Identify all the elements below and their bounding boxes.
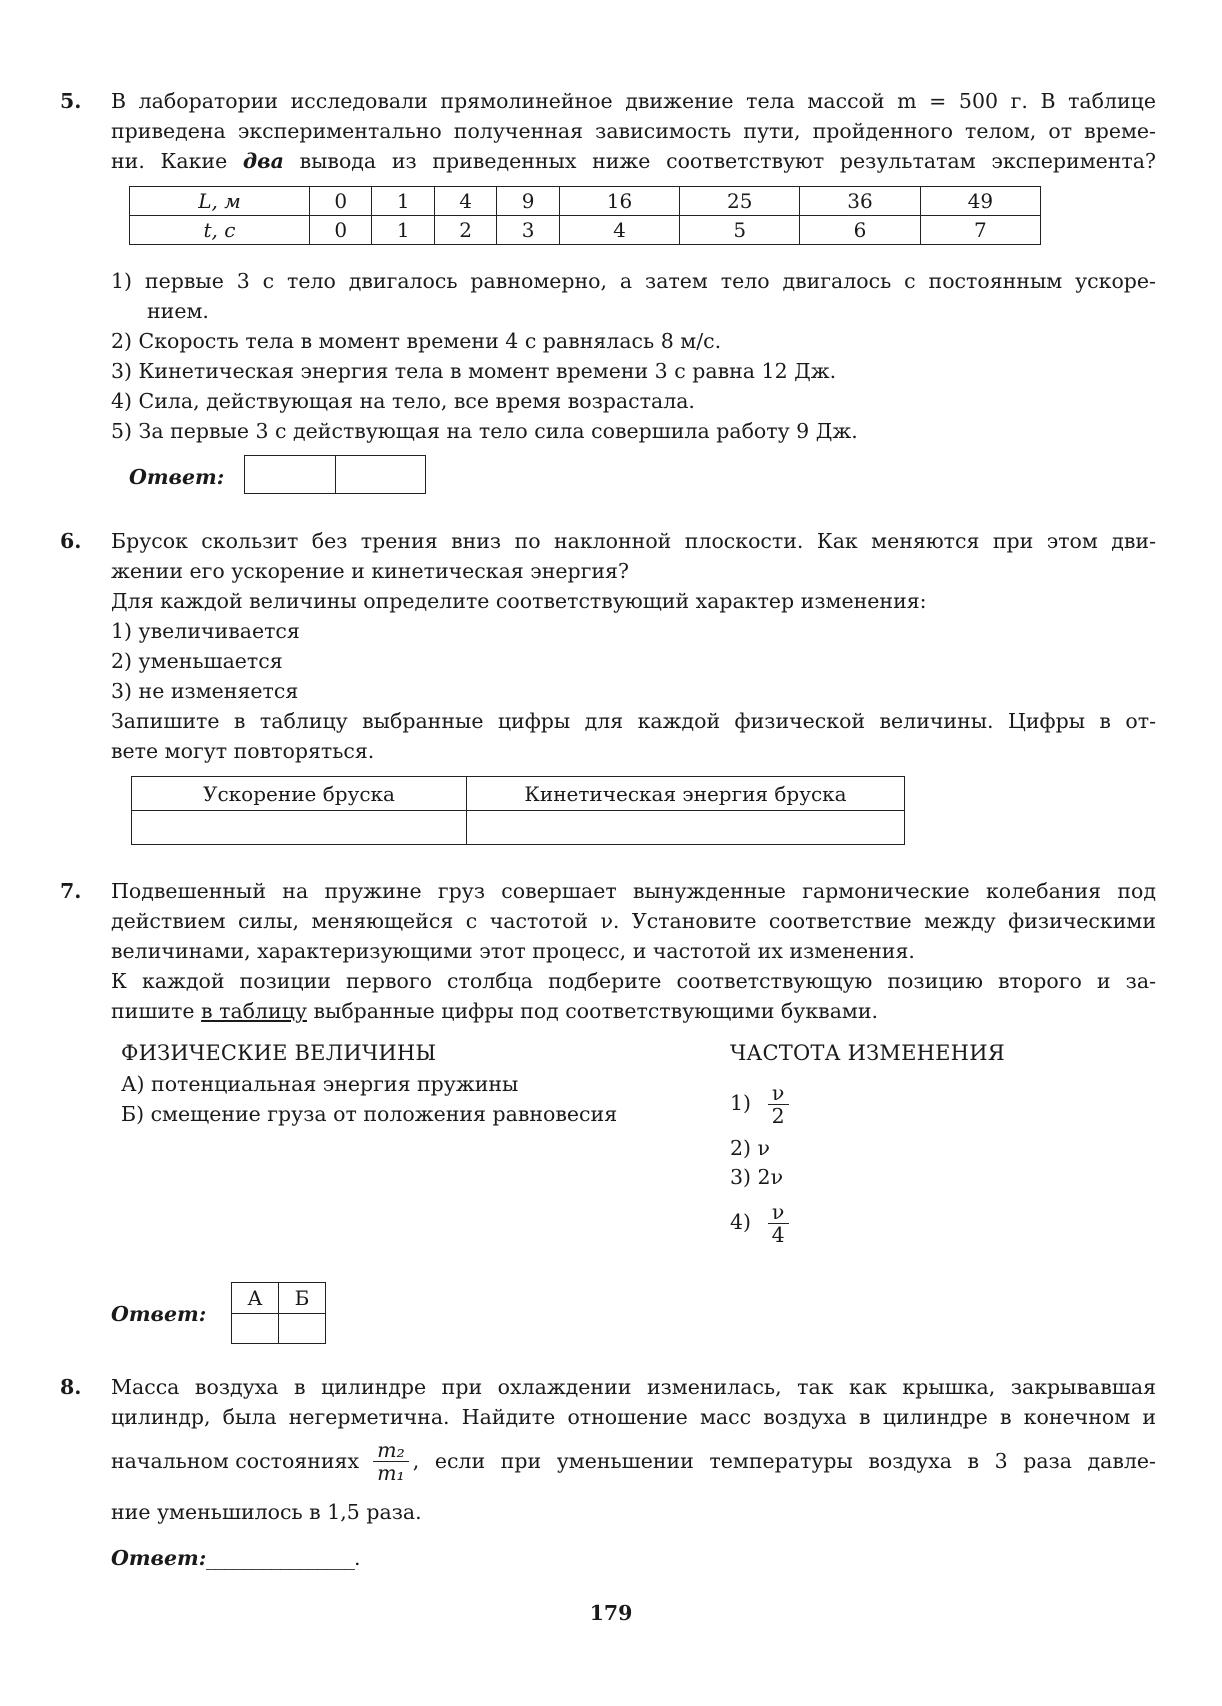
task5-data-table: [129, 186, 1041, 245]
option-label: 1): [730, 1091, 752, 1115]
task6-number: 6.: [60, 529, 82, 553]
table-header-cell: А: [232, 1283, 279, 1314]
task8-line: Масса воздуха в цилиндре при охлаждении изменилась, так как крышка, закрывавшая: [111, 1375, 1156, 1399]
task6-line: Запишите в таблицу выбранные цифры для каждой физической величины. Цифры в от-: [111, 709, 1156, 733]
table-cell: 3: [497, 216, 559, 245]
task8-answer-label: Ответ:: [111, 1546, 207, 1570]
task5-line: В лаборатории исследовали прямолинейное движение тела массой m = 500 г. В таблице: [111, 89, 1156, 113]
task6-line: Для каждой величины определите соответствующий характер изменения:: [111, 589, 927, 613]
fraction-denominator: 2: [771, 1104, 785, 1128]
table-header-cell: Кинетическая энергия бруска: [467, 777, 905, 811]
task7-line: [111, 996, 1156, 1026]
task7-line: величинами, характеризующими этот процесс, и частотой их изменения.: [111, 939, 915, 963]
task5-line: [111, 146, 1156, 176]
task7-line: К каждой позиции первого столбца подберите соответствующую позицию второго и за-: [111, 969, 1156, 993]
task6-line: вете могут повторяться.: [111, 739, 375, 763]
fraction-denominator: m₁: [377, 1460, 405, 1485]
task6-answer-table: [131, 776, 905, 845]
task7-answer-table: [231, 1282, 326, 1344]
task7-answer-label: Ответ:: [111, 1302, 207, 1326]
table-header-cell: Ускорение бруска: [132, 777, 467, 811]
task7-right-option: 3) 2ν: [730, 1165, 784, 1189]
table-header-cell: Б: [279, 1283, 326, 1314]
mass-ratio-fraction: [373, 1439, 409, 1484]
task7-right-option: [730, 1195, 789, 1249]
task8-line3-end: , если при уменьшении температуры воздуха в 3 раза давле-: [412, 1449, 1156, 1473]
table-row: [232, 1283, 326, 1314]
task7-right-option: [730, 1076, 789, 1130]
answer-cell[interactable]: [232, 1314, 279, 1344]
task7-text: [111, 876, 1156, 1026]
table-cell: 1: [372, 216, 434, 245]
task7-line5-start: пишите: [111, 999, 202, 1023]
task7-line: действием силы, меняющейся с частотой ν. Установите соответствие между физическими: [111, 909, 1156, 933]
task7-left-item: Б) смещение груза от положения равновесия: [121, 1102, 618, 1126]
task5-option: 4) Сила, действующая на тело, все время возрастала.: [111, 389, 695, 413]
table-row: [132, 777, 905, 811]
fraction-numerator: ν: [768, 1082, 789, 1105]
task7-left-header: ФИЗИЧЕСКИЕ ВЕЛИЧИНЫ: [121, 1041, 437, 1065]
table-row: [130, 187, 1041, 216]
task5-option: 2) Скорость тела в момент времени 4 с равнялась 8 м/с.: [111, 329, 722, 353]
answer-box-divider: [335, 456, 336, 493]
table-row: [232, 1314, 326, 1344]
fraction: [768, 1082, 789, 1127]
task6-line: Брусок скользит без трения вниз по наклонной плоскости. Как меняются при этом дви-: [111, 529, 1156, 553]
task7-left-item: А) потенциальная энергия пружины: [121, 1072, 519, 1096]
table-cell: 25: [680, 187, 800, 216]
task5-answer-box[interactable]: [244, 455, 426, 494]
task5-answer-label: Ответ:: [129, 465, 225, 489]
table-row: [132, 811, 905, 845]
task7-right-header: ЧАСТОТА ИЗМЕНЕНИЯ: [730, 1041, 1005, 1065]
task6-text: [111, 526, 1156, 766]
task5-option: 3) Кинетическая энергия тела в момент времени 3 с равна 12 Дж.: [111, 359, 837, 383]
task8-line3-start: начальном состояниях: [111, 1449, 360, 1473]
table-cell: 6: [800, 216, 920, 245]
task5-text: [111, 86, 1156, 176]
task6-option: 3) не изменяется: [111, 679, 299, 703]
task5-options: [111, 266, 1156, 446]
task5-emphasis: два: [242, 149, 284, 173]
table-cell: 1: [372, 187, 434, 216]
task5-number: 5.: [60, 89, 82, 113]
task8-line: цилиндр, была негерметична. Найдите отношение масс воздуха в цилиндре в конечном и: [111, 1405, 1156, 1429]
task8-number: 8.: [60, 1375, 82, 1399]
table-cell: 7: [920, 216, 1040, 245]
answer-cell[interactable]: [279, 1314, 326, 1344]
task7-line: Подвешенный на пружине груз совершает вынужденные гармонические колебания под: [111, 879, 1156, 903]
task8-answer-blank[interactable]: ________________.: [206, 1546, 360, 1570]
task5-option: нием.: [147, 299, 209, 323]
task7-right-option: 2) ν: [730, 1136, 771, 1160]
fraction-denominator: 4: [771, 1223, 785, 1247]
page-number: 179: [589, 1601, 633, 1625]
table-cell: 36: [800, 187, 920, 216]
fraction-numerator: ν: [768, 1201, 789, 1224]
table-cell: 49: [920, 187, 1040, 216]
table-header-cell: t, с: [130, 216, 310, 245]
table-cell: 0: [310, 187, 372, 216]
table-row: [130, 216, 1041, 245]
task8-line3: [111, 1434, 1156, 1488]
task7-underlined: в таблицу: [201, 999, 307, 1023]
task5-line: приведена экспериментально полученная зависимость пути, пройденного телом, от време-: [111, 119, 1156, 143]
table-cell: 4: [434, 187, 496, 216]
table-cell: 5: [680, 216, 800, 245]
task5-line3-start: ни. Какие: [111, 149, 243, 173]
fraction-numerator: m₂: [373, 1439, 409, 1462]
task5-option: 5) За первые 3 с действующая на тело сила совершила работу 9 Дж.: [111, 419, 858, 443]
table-header-cell: L, м: [130, 187, 310, 216]
task6-option: 1) увеличивается: [111, 619, 300, 643]
table-cell: 0: [310, 216, 372, 245]
option-label: 4): [730, 1210, 752, 1234]
answer-cell[interactable]: [467, 811, 905, 845]
task5-option: 1) первые 3 с тело двигалось равномерно, а затем тело двигалось с постоянным ускоре-: [111, 269, 1156, 293]
table-cell: 4: [559, 216, 679, 245]
table-cell: 9: [497, 187, 559, 216]
fraction: [768, 1201, 789, 1246]
task6-option: 2) уменьшается: [111, 649, 283, 673]
task5-line3-end: вывода из приведенных ниже соответствуют результатам эксперимента?: [283, 149, 1156, 173]
task8-text: [111, 1372, 1156, 1432]
table-cell: 2: [434, 216, 496, 245]
task6-line: жении его ускорение и кинетическая энергия?: [111, 559, 629, 583]
task7-line5-end: выбранные цифры под соответствующими буквами.: [306, 999, 879, 1023]
answer-cell[interactable]: [132, 811, 467, 845]
table-cell: 16: [559, 187, 679, 216]
task8-line4: ние уменьшилось в 1,5 раза.: [111, 1500, 422, 1524]
task7-number: 7.: [60, 879, 82, 903]
